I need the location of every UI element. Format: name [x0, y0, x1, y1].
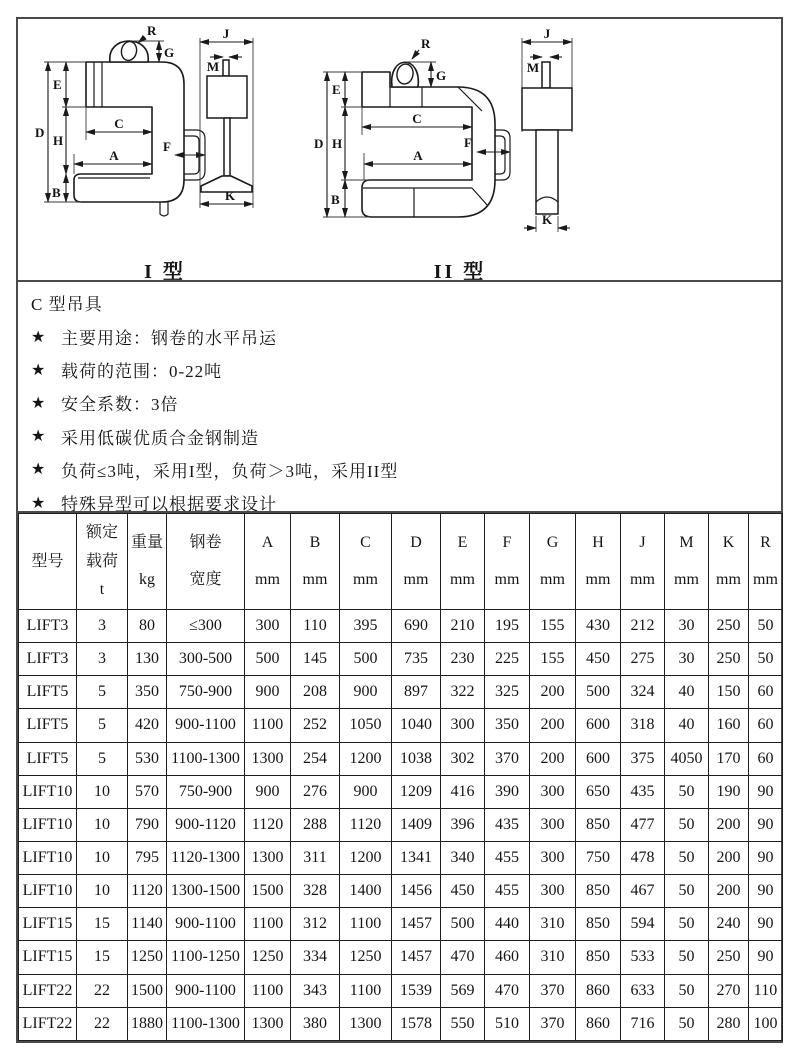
table-cell: 569: [441, 974, 485, 1007]
table-cell: 900: [340, 775, 392, 808]
table-cell: 897: [392, 676, 441, 709]
table-cell: 1120-1300: [167, 841, 245, 874]
column-header: J mm: [621, 514, 665, 610]
table-cell: 80: [128, 610, 167, 643]
table-cell: 200: [709, 808, 749, 841]
table-cell: 334: [291, 941, 340, 974]
table-cell: 145: [291, 643, 340, 676]
table-cell: 370: [485, 742, 530, 775]
table-cell: 795: [128, 841, 167, 874]
table-cell: 1300: [340, 1007, 392, 1040]
table-cell: 22: [77, 1007, 128, 1040]
star-icon: ★: [31, 361, 47, 379]
table-cell: 300: [530, 875, 576, 908]
table-cell: 10: [77, 841, 128, 874]
table-cell: 50: [665, 974, 709, 1007]
type2-body: [362, 72, 495, 217]
table-cell: 1120: [340, 808, 392, 841]
dim-label-j: J: [222, 26, 230, 41]
table-cell: 396: [441, 808, 485, 841]
table-cell: 90: [749, 941, 783, 974]
bullet-item: [31, 453, 767, 486]
table-cell: 1050: [340, 709, 392, 742]
table-cell: 50: [749, 610, 783, 643]
table-cell: 90: [749, 775, 783, 808]
table-cell: 1120: [128, 875, 167, 908]
table-cell: 200: [709, 841, 749, 874]
table-cell: 1040: [392, 709, 441, 742]
type1-front-stem: [223, 60, 229, 76]
table-cell: 1120: [245, 808, 291, 841]
table-cell: 310: [530, 941, 576, 974]
dim-label-r: R: [421, 36, 431, 51]
dim-label-a: A: [109, 148, 119, 163]
table-cell: 5: [77, 709, 128, 742]
star-icon: ★: [31, 328, 47, 346]
table-cell: 750-900: [167, 676, 245, 709]
table-cell: 500: [245, 643, 291, 676]
table-cell: 60: [749, 676, 783, 709]
table-row: [19, 974, 783, 1007]
table-cell: 110: [291, 610, 340, 643]
table-cell: 200: [530, 742, 576, 775]
table-cell: 300: [530, 775, 576, 808]
table-cell: 1250: [128, 941, 167, 974]
table-cell: 250: [709, 941, 749, 974]
dim-label-k: K: [224, 188, 236, 203]
bullet-list: [31, 320, 767, 519]
table-cell: 455: [485, 875, 530, 908]
table-cell: 1456: [392, 875, 441, 908]
table-cell: 50: [665, 908, 709, 941]
table-cell: 455: [485, 841, 530, 874]
dim-label-c: C: [114, 116, 124, 131]
table-cell: 416: [441, 775, 485, 808]
bullet-text: 负荷≤3吨，采用I型，负荷＞3吨，采用II型: [61, 461, 399, 481]
table-cell: 1539: [392, 974, 441, 1007]
bullet-text: 安全系数：3倍: [61, 395, 179, 415]
bullet-item: [31, 353, 767, 386]
table-cell: 470: [441, 941, 485, 974]
table-cell: 1341: [392, 841, 441, 874]
table-cell: LIFT10: [19, 875, 77, 908]
table-cell: 633: [621, 974, 665, 1007]
table-cell: ≤300: [167, 610, 245, 643]
table-cell: 50: [749, 643, 783, 676]
table-cell: 340: [441, 841, 485, 874]
dim-label-h: H: [53, 133, 64, 148]
table-body: [19, 610, 783, 1041]
table-cell: 600: [576, 709, 621, 742]
table-cell: 900: [245, 676, 291, 709]
table-cell: 450: [576, 643, 621, 676]
table-cell: 530: [128, 742, 167, 775]
table-cell: LIFT10: [19, 841, 77, 874]
dim-label-d: D: [35, 125, 45, 140]
table-cell: 155: [530, 643, 576, 676]
table-cell: 1250: [245, 941, 291, 974]
table-cell: 15: [77, 908, 128, 941]
table-cell: 1100: [245, 908, 291, 941]
table-cell: 50: [665, 875, 709, 908]
table-cell: 190: [709, 775, 749, 808]
column-header: M mm: [665, 514, 709, 610]
table-cell: 900: [340, 676, 392, 709]
dim-label-e: E: [332, 82, 341, 97]
table-cell: 435: [485, 808, 530, 841]
column-header: 额定 载荷 t: [77, 514, 128, 610]
table-cell: 210: [441, 610, 485, 643]
table-cell: 380: [291, 1007, 340, 1040]
table-row: [19, 709, 783, 742]
table-cell: 350: [485, 709, 530, 742]
table-cell: 30: [665, 610, 709, 643]
table-cell: LIFT5: [19, 709, 77, 742]
table-cell: 500: [576, 676, 621, 709]
spec-table: [18, 513, 783, 1041]
table-row: [19, 610, 783, 643]
column-header: D mm: [392, 514, 441, 610]
table-cell: 1038: [392, 742, 441, 775]
table-cell: 1200: [340, 742, 392, 775]
table-cell: 200: [530, 709, 576, 742]
table-cell: 50: [665, 841, 709, 874]
table-cell: 500: [441, 908, 485, 941]
table-cell: 1457: [392, 941, 441, 974]
table-cell: 435: [621, 775, 665, 808]
table-cell: 790: [128, 808, 167, 841]
column-header: 型号: [19, 514, 77, 610]
table-cell: 60: [749, 742, 783, 775]
table-cell: 1100-1300: [167, 1007, 245, 1040]
table-cell: 1100-1300: [167, 742, 245, 775]
table-cell: 900-1100: [167, 974, 245, 1007]
bullet-text: 载荷的范围：0-22吨: [61, 362, 223, 382]
bullet-text: 采用低碳优质合金钢制造: [61, 428, 259, 448]
table-cell: 300: [441, 709, 485, 742]
table-cell: 1200: [340, 841, 392, 874]
type2-drawing: [310, 24, 610, 254]
table-cell: LIFT15: [19, 908, 77, 941]
bullet-text: 主要用途：钢卷的水平吊运: [61, 329, 277, 349]
table-cell: 90: [749, 908, 783, 941]
table-cell: 200: [530, 676, 576, 709]
dim-label-g: G: [164, 45, 175, 60]
table-cell: 1300-1500: [167, 875, 245, 908]
column-header: 钢卷 宽度: [167, 514, 245, 610]
table-cell: 310: [530, 908, 576, 941]
table-cell: 1250: [340, 941, 392, 974]
table-row: [19, 775, 783, 808]
table-cell: 10: [77, 775, 128, 808]
table-cell: LIFT15: [19, 941, 77, 974]
table-cell: 850: [576, 875, 621, 908]
type1-drawing: [34, 24, 296, 254]
type2-front-stem: [542, 62, 550, 88]
table-cell: 300: [530, 808, 576, 841]
table-cell: 40: [665, 709, 709, 742]
table-cell: 1880: [128, 1007, 167, 1040]
table-cell: 10: [77, 875, 128, 908]
table-cell: 90: [749, 841, 783, 874]
table-cell: 250: [709, 643, 749, 676]
table-cell: 5: [77, 676, 128, 709]
table-cell: 100: [749, 1007, 783, 1040]
dim-label-j: J: [543, 26, 551, 41]
table-cell: 370: [530, 1007, 576, 1040]
table-cell: 15: [77, 941, 128, 974]
table-cell: 860: [576, 1007, 621, 1040]
table-cell: 155: [530, 610, 576, 643]
type2-front-block: [522, 88, 572, 130]
table-cell: 195: [485, 610, 530, 643]
table-cell: 1100: [245, 709, 291, 742]
table-cell: 10: [77, 808, 128, 841]
table-cell: 212: [621, 610, 665, 643]
table-cell: LIFT10: [19, 808, 77, 841]
table-cell: 318: [621, 709, 665, 742]
table-cell: 1300: [245, 841, 291, 874]
bullet-item: [31, 320, 767, 353]
table-cell: 288: [291, 808, 340, 841]
table-cell: 302: [441, 742, 485, 775]
table-cell: 900-1100: [167, 908, 245, 941]
dim-label-f: F: [464, 135, 472, 150]
table-cell: 430: [576, 610, 621, 643]
table-cell: 208: [291, 676, 340, 709]
type1-front-block: [207, 76, 247, 118]
table-cell: 4050: [665, 742, 709, 775]
dim-label-h: H: [332, 136, 343, 151]
table-cell: 690: [392, 610, 441, 643]
table-cell: 478: [621, 841, 665, 874]
star-icon: ★: [31, 394, 47, 412]
table-row: [19, 1007, 783, 1040]
dim-label-d: D: [314, 136, 324, 151]
dim-label-r: R: [147, 24, 157, 38]
table-cell: 900-1120: [167, 808, 245, 841]
table-cell: 1400: [340, 875, 392, 908]
page-title: C 型吊具: [31, 295, 103, 314]
type2-handle: [495, 130, 510, 180]
table-cell: 350: [128, 676, 167, 709]
table-cell: LIFT10: [19, 775, 77, 808]
star-icon: ★: [31, 428, 47, 446]
table-row: [19, 875, 783, 908]
table-cell: 850: [576, 808, 621, 841]
table-cell: 275: [621, 643, 665, 676]
table-cell: 395: [340, 610, 392, 643]
table-row: [19, 742, 783, 775]
table-cell: 510: [485, 1007, 530, 1040]
table-cell: 860: [576, 974, 621, 1007]
table-cell: 500: [340, 643, 392, 676]
table-cell: 1578: [392, 1007, 441, 1040]
table-cell: 850: [576, 908, 621, 941]
table-cell: 735: [392, 643, 441, 676]
table-cell: 1409: [392, 808, 441, 841]
diagram-section: [18, 19, 781, 282]
table-cell: 200: [709, 875, 749, 908]
table-cell: 130: [128, 643, 167, 676]
type2-caption: II 型: [433, 261, 487, 282]
table-cell: 1300: [245, 1007, 291, 1040]
table-cell: 1140: [128, 908, 167, 941]
table-row: [19, 941, 783, 974]
table-cell: 225: [485, 643, 530, 676]
spec-table-section: [18, 511, 781, 1041]
table-cell: 300-500: [167, 643, 245, 676]
star-icon: ★: [31, 494, 47, 512]
table-cell: 300: [245, 610, 291, 643]
table-cell: 328: [291, 875, 340, 908]
table-cell: 850: [576, 941, 621, 974]
type2-front-bar: [536, 130, 558, 214]
column-header: A mm: [245, 514, 291, 610]
table-cell: LIFT5: [19, 676, 77, 709]
table-row: [19, 808, 783, 841]
table-cell: 370: [530, 974, 576, 1007]
table-cell: 600: [576, 742, 621, 775]
table-cell: 3: [77, 610, 128, 643]
table-cell: 270: [709, 974, 749, 1007]
table-cell: 477: [621, 808, 665, 841]
table-header-row: [19, 514, 783, 610]
column-header: H mm: [576, 514, 621, 610]
dim-label-b: B: [331, 192, 340, 207]
table-cell: 750: [576, 841, 621, 874]
table-cell: 1209: [392, 775, 441, 808]
table-cell: 325: [485, 676, 530, 709]
type1-front-bar: [224, 118, 230, 176]
table-cell: LIFT5: [19, 742, 77, 775]
table-cell: 22: [77, 974, 128, 1007]
table-cell: 440: [485, 908, 530, 941]
table-cell: 550: [441, 1007, 485, 1040]
column-header: F mm: [485, 514, 530, 610]
dim-label-c: C: [412, 111, 422, 126]
table-cell: 276: [291, 775, 340, 808]
table-cell: 750-900: [167, 775, 245, 808]
table-cell: 322: [441, 676, 485, 709]
column-header: R mm: [749, 514, 783, 610]
table-cell: LIFT22: [19, 974, 77, 1007]
table-cell: 420: [128, 709, 167, 742]
table-cell: 1457: [392, 908, 441, 941]
column-header: G mm: [530, 514, 576, 610]
table-cell: 467: [621, 875, 665, 908]
table-cell: 50: [665, 1007, 709, 1040]
table-cell: 1100: [340, 974, 392, 1007]
dim-label-k: K: [541, 212, 553, 227]
document-sheet: [16, 17, 783, 1043]
table-cell: 900-1100: [167, 709, 245, 742]
table-cell: 50: [665, 808, 709, 841]
table-cell: 90: [749, 875, 783, 908]
column-header: E mm: [441, 514, 485, 610]
table-cell: 40: [665, 676, 709, 709]
info-section: [18, 282, 781, 515]
table-cell: LIFT3: [19, 610, 77, 643]
table-cell: 230: [441, 643, 485, 676]
table-cell: 343: [291, 974, 340, 1007]
table-cell: 30: [665, 643, 709, 676]
table-cell: 450: [441, 875, 485, 908]
table-cell: 250: [709, 610, 749, 643]
table-cell: 300: [530, 841, 576, 874]
column-header: 重量 kg: [128, 514, 167, 610]
table-cell: LIFT3: [19, 643, 77, 676]
table-cell: 50: [665, 941, 709, 974]
bullet-item: [31, 386, 767, 419]
table-cell: LIFT22: [19, 1007, 77, 1040]
table-row: [19, 643, 783, 676]
table-cell: 375: [621, 742, 665, 775]
table-cell: 1300: [245, 742, 291, 775]
table-row: [19, 676, 783, 709]
bullet-text: 特殊异型可以根据要求设计: [61, 495, 277, 515]
bullet-item: [31, 420, 767, 453]
table-cell: 716: [621, 1007, 665, 1040]
table-cell: 1100-1250: [167, 941, 245, 974]
type1-caption: I 型: [144, 261, 186, 282]
dim-label-m: M: [526, 60, 540, 75]
dim-label-m: M: [206, 59, 220, 74]
table-cell: 60: [749, 709, 783, 742]
table-cell: 3: [77, 643, 128, 676]
table-cell: 1100: [340, 908, 392, 941]
table-cell: 311: [291, 841, 340, 874]
dim-label-b: B: [52, 185, 61, 200]
table-cell: 390: [485, 775, 530, 808]
column-header: C mm: [340, 514, 392, 610]
table-cell: 150: [709, 676, 749, 709]
table-cell: 110: [749, 974, 783, 1007]
table-cell: 240: [709, 908, 749, 941]
star-icon: ★: [31, 461, 47, 479]
table-cell: 533: [621, 941, 665, 974]
dim-label-e: E: [53, 77, 62, 92]
table-cell: 170: [709, 742, 749, 775]
table-row: [19, 841, 783, 874]
table-cell: 324: [621, 676, 665, 709]
table-cell: 1500: [128, 974, 167, 1007]
dim-label-a: A: [413, 148, 423, 163]
table-cell: 570: [128, 775, 167, 808]
table-cell: 650: [576, 775, 621, 808]
dim-label-g: G: [436, 68, 447, 83]
column-header: K mm: [709, 514, 749, 610]
dim-label-f: F: [163, 139, 171, 154]
table-cell: 5: [77, 742, 128, 775]
table-cell: 900: [245, 775, 291, 808]
table-cell: 160: [709, 709, 749, 742]
table-row: [19, 908, 783, 941]
table-cell: 254: [291, 742, 340, 775]
table-cell: 460: [485, 941, 530, 974]
table-cell: 594: [621, 908, 665, 941]
table-cell: 312: [291, 908, 340, 941]
table-cell: 90: [749, 808, 783, 841]
column-header: B mm: [291, 514, 340, 610]
table-cell: 280: [709, 1007, 749, 1040]
table-cell: 1100: [245, 974, 291, 1007]
table-cell: 50: [665, 775, 709, 808]
table-cell: 1500: [245, 875, 291, 908]
table-cell: 470: [485, 974, 530, 1007]
table-cell: 252: [291, 709, 340, 742]
